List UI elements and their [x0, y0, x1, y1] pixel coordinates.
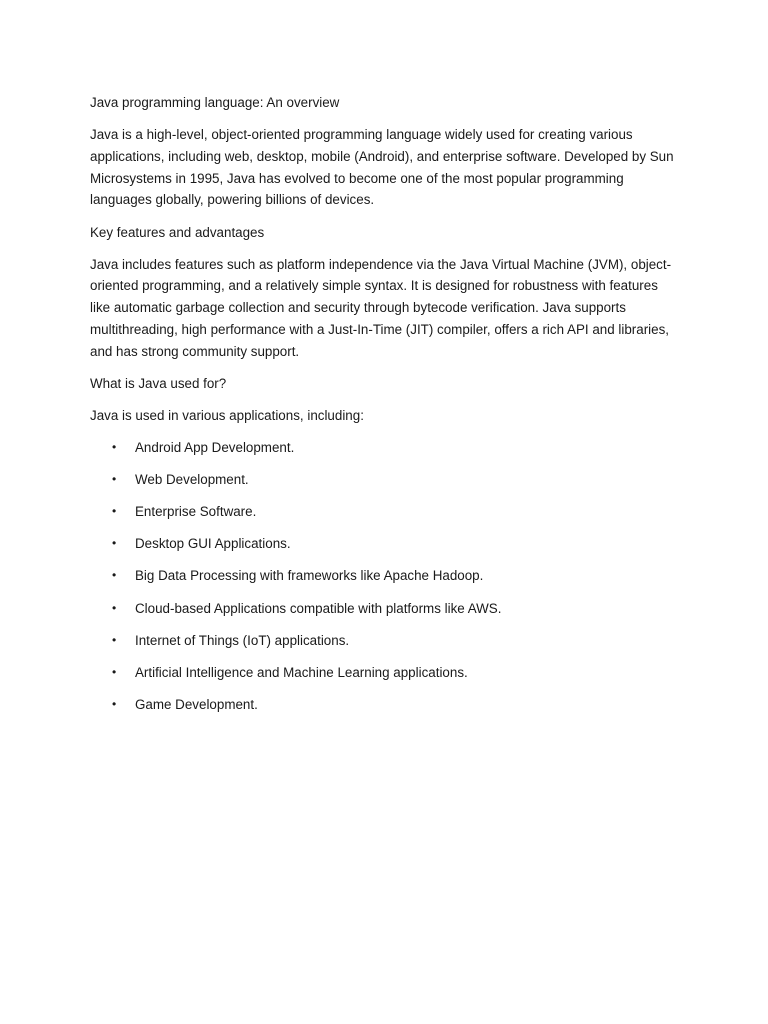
uses-list — [90, 437, 680, 715]
document-title: Java programming language: An overview — [90, 95, 340, 110]
list-item — [90, 694, 680, 716]
intro-paragraph: Java is a high-level, object-oriented programming language widely used for creating various applications, including web, desktop, mobile (Android), and enterprise software. Developed by Sun Microsystems in 1995, Java has evolved to become one of the most popular programming languages globally, powering billions of devices. — [90, 127, 674, 208]
list-item — [90, 501, 680, 523]
bullet-icon: • — [112, 536, 117, 551]
list-item-text: Cloud-based Applications compatible with platforms like AWS. — [135, 600, 502, 616]
document-body — [90, 92, 680, 726]
list-item — [90, 437, 680, 459]
list-item — [90, 533, 680, 555]
bullet-icon: • — [112, 504, 117, 519]
bullet-icon: • — [112, 440, 117, 455]
list-item-text: Desktop GUI Applications. — [135, 536, 291, 552]
uses-intro: Java is used in various applications, including: — [90, 407, 364, 423]
bullet-icon: • — [112, 568, 117, 583]
list-item-text: Artificial Intelligence and Machine Learning applications. — [135, 664, 468, 680]
uses-heading: What is Java used for? — [90, 375, 227, 391]
list-item — [90, 598, 680, 620]
bullet-icon: • — [112, 472, 117, 487]
list-item-text: Internet of Things (IoT) applications. — [135, 632, 350, 648]
list-item — [90, 662, 680, 684]
features-heading: Key features and advantages — [90, 224, 265, 240]
list-item — [90, 469, 680, 491]
bullet-icon: • — [112, 664, 117, 679]
bullet-icon: • — [112, 632, 117, 647]
list-item-text: Game Development. — [135, 696, 258, 712]
list-item — [90, 630, 680, 652]
list-item-text: Enterprise Software. — [135, 504, 257, 520]
bullet-icon: • — [112, 696, 117, 711]
list-item-text: Web Development. — [135, 472, 249, 488]
list-item — [90, 565, 680, 587]
bullet-icon: • — [112, 600, 117, 615]
list-item-text: Android App Development. — [135, 440, 295, 456]
list-item-text: Big Data Processing with frameworks like Apache Hadoop. — [135, 568, 484, 584]
features-paragraph: Java includes features such as platform independence via the Java Virtual Machine (JVM), object-oriented programming, and a relatively simple syntax. It is designed for robustness with features like automatic garbage collection and security through bytecode verification. Java supports multithreading, high performance with a Just-In-Time (JIT) compiler, offers a rich API and libraries, and has strong community support. — [90, 256, 672, 359]
